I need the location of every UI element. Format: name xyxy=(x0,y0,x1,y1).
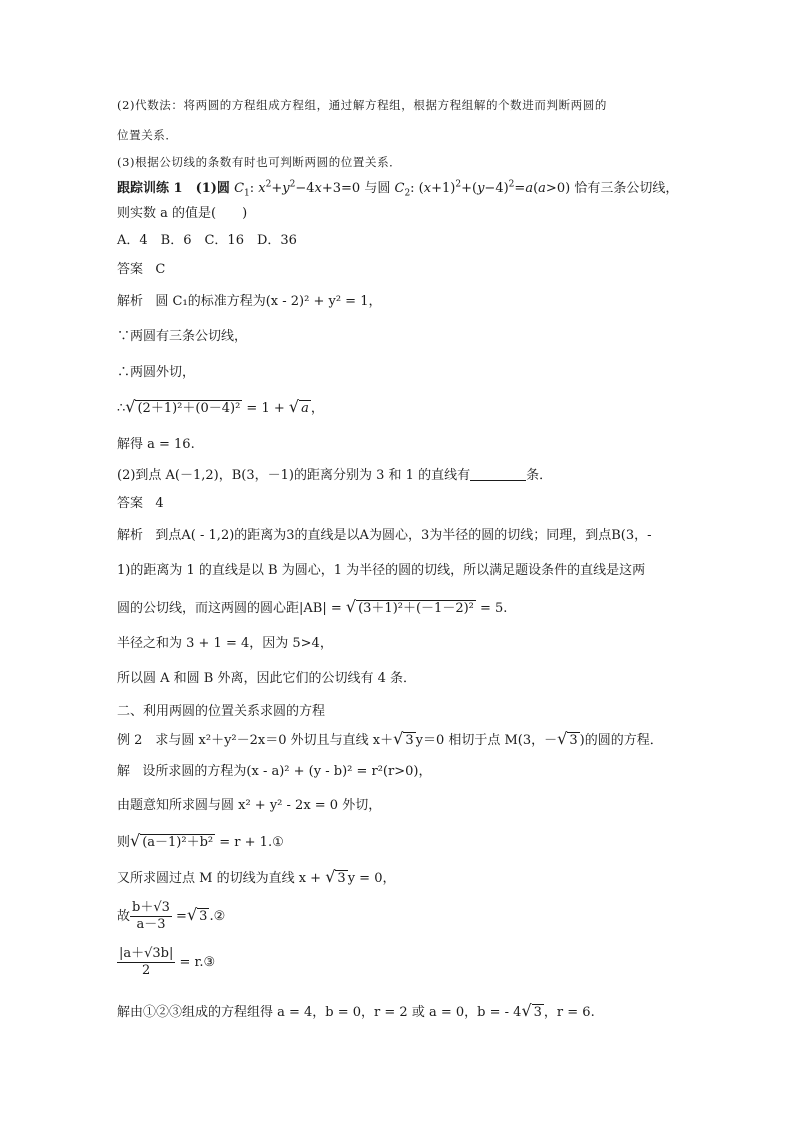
solution-result: 解由①②③组成的方程组得 a = 4，b = 0，r = 2 或 a = 0，b = - 4√ 3 ，r = 6. xyxy=(117,1001,595,1020)
answer-2 xyxy=(117,495,164,513)
solution-result-end: ，r = 6. xyxy=(543,1005,595,1020)
exercise-1-part-2 xyxy=(117,467,552,485)
solution-line-5: 故 $\frac{b+√3}{a-3}$ =√ 3 .② xyxy=(117,900,226,932)
exercise-1-options: A．4 B．6 C．16 D．36 xyxy=(117,233,297,248)
then-label: 则 xyxy=(117,835,131,850)
solution-label: 解 xyxy=(117,764,131,779)
solution-line-3: 则√ (a－1)²＋b² = r + 1.① xyxy=(117,831,284,850)
explanation-1-label: 解析 xyxy=(117,294,144,309)
explanation-2-line-2: 1)的距离为 1 的直线是以 B 为圆心，1 为半径的圆的切线，所以满足题设条件的直线是这两 xyxy=(117,563,646,578)
example-2-end: )的圆的方程． xyxy=(579,733,663,748)
solution-line-2: 由题意知所求圆与圆 x² + y² - 2x = 0 外切， xyxy=(117,798,382,813)
sqrt-a: a xyxy=(301,401,309,416)
distance-ab-result: = 5. xyxy=(480,601,508,616)
section-heading: 二、利用两圆的位置关系求圆的方程 xyxy=(117,704,326,719)
explanation-1-line-4: ∴√ (2＋1)²＋(0－4)² = 1 + √ a ， xyxy=(117,397,324,416)
equals-sign: = xyxy=(176,909,187,924)
explanation-2-text: 到点A( - 1,2)的距离为3的直线是以A为圆心，3为半径的圆的切线；同理，到点B(3，- xyxy=(155,528,652,543)
fraction-distance xyxy=(117,946,175,979)
tangent-line-text: 又所求圆过点 M 的切线为直线 x + xyxy=(117,871,322,886)
sqrt-3-b: 3 xyxy=(569,733,578,748)
equation-1: = r + 1.① xyxy=(219,835,284,850)
exercise-1-mid: 与圆 xyxy=(364,181,391,196)
fraction-slope-denominator: a－3 xyxy=(136,917,166,932)
text-line-common-tangent-method: (3)根据公切线的条数有时也可判断两圆的位置关系． xyxy=(117,155,402,169)
exercise-1-question-cont: 则实数 a 的值是( ) xyxy=(117,206,248,221)
answer-1-value: C xyxy=(155,262,166,277)
explanation-1-line-3: ∴两圆外切， xyxy=(117,365,196,380)
sqrt-distance-c1c2: (2＋1)²＋(0－4)² xyxy=(137,401,241,416)
part-2-end: 条． xyxy=(526,468,553,483)
fraction-distance-numerator: |a＋√3b| xyxy=(119,946,174,961)
answer-2-label: 答案 xyxy=(117,496,144,511)
explanation-1-text: 圆 C₁的标准方程为(x - 2)² + y² = 1， xyxy=(155,294,382,309)
equation-2: .② xyxy=(209,909,226,924)
explanation-2-line-3: 圆的公切线，而这两圆的圆心距|AB| = √ (3＋1)²＋(－1－2)² = 5. xyxy=(117,597,508,616)
sqrt-3-c: 3 xyxy=(337,871,346,886)
comma: ， xyxy=(310,401,324,416)
explanation-2-line-4: 半径之和为 3 + 1 = 4，因为 5>4， xyxy=(117,636,333,651)
solution xyxy=(117,763,431,781)
example-2-prefix: 例 2 求与圆 x²＋y²－2x＝0 外切且与直线 x＋ xyxy=(117,733,394,748)
explanation-2-label: 解析 xyxy=(117,528,144,543)
sqrt-3-d: 3 xyxy=(199,909,208,924)
fraction-slope xyxy=(130,900,172,933)
answer-1 xyxy=(117,261,165,279)
fraction-slope-numerator: b＋√3 xyxy=(132,900,170,915)
sqrt-3-e: 3 xyxy=(533,1005,542,1020)
answer-blank xyxy=(470,468,526,481)
exercise-1-prefix: 跟踪训练 1 (1)圆 xyxy=(117,181,230,196)
explanation-1-result: 解得 a = 16. xyxy=(117,437,195,452)
answer-1-label: 答案 xyxy=(117,262,144,277)
sqrt-3-a: 3 xyxy=(405,733,414,748)
exercise-1-end: 恰有三条公切线， xyxy=(574,181,679,196)
example-2-question: 例 2 求与圆 x²＋y²－2x＝0 外切且与直线 x＋√ 3 y＝0 相切于点 M(3，－√ 3 )的圆的方程． xyxy=(117,729,663,748)
explanation-1-line-2: ∵两圆有三条公切线， xyxy=(117,329,248,344)
equation-3: = r.③ xyxy=(179,955,216,970)
explanation-2-line-5: 所以圆 A 和圆 B 外离，因此它们的公切线有 4 条． xyxy=(117,671,417,686)
exercise-1-question xyxy=(117,180,678,198)
tangent-line-end: y = 0， xyxy=(347,871,396,886)
so-label: 故 xyxy=(117,909,131,924)
solution-text: 设所求圆的方程为(x - a)² + (y - b)² = r²(r>0)， xyxy=(142,764,432,779)
equation-rhs: = 1 + xyxy=(246,401,285,416)
explanation-2 xyxy=(117,527,652,545)
text-line-position-relation: 位置关系． xyxy=(117,128,178,142)
solution-result-text: 解由①②③组成的方程组得 a = 4，b = 0，r = 2 或 a = 0，b = - 4 xyxy=(117,1005,522,1020)
part-2-question: (2)到点 A(－1,2)，B(3，－1)的距离分别为 3 和 1 的直线有 xyxy=(117,468,471,483)
circle-c1-equation: $C_1$: $x^2+y^2-4x+3=0$ xyxy=(234,179,361,199)
solution-line-6 xyxy=(117,945,215,981)
explanation-1 xyxy=(117,293,381,311)
fraction-distance-denominator: 2 xyxy=(142,963,151,978)
therefore-symbol: ∴ xyxy=(117,401,126,416)
circle-c2-equation: $C_2$: $(x+1)^2+(y-4)^2=a(a>0)$ xyxy=(394,179,571,199)
sqrt-distance-ab: (3＋1)²＋(－1－2)² xyxy=(358,601,474,616)
answer-2-value: 4 xyxy=(155,496,164,511)
distance-ab-label: 圆的公切线，而这两圆的圆心距|AB| = xyxy=(117,601,342,616)
example-2-mid: y＝0 相切于点 M(3，－ xyxy=(415,733,558,748)
text-line-algebra-method: (2)代数法：将两圆的方程组成方程组，通过解方程组，根据方程组解的个数进而判断两圆的 xyxy=(117,98,607,112)
solution-line-4: 又所求圆过点 M 的切线为直线 x + √ 3 y = 0， xyxy=(117,867,396,886)
sqrt-ab: (a－1)²＋b² xyxy=(142,835,214,850)
